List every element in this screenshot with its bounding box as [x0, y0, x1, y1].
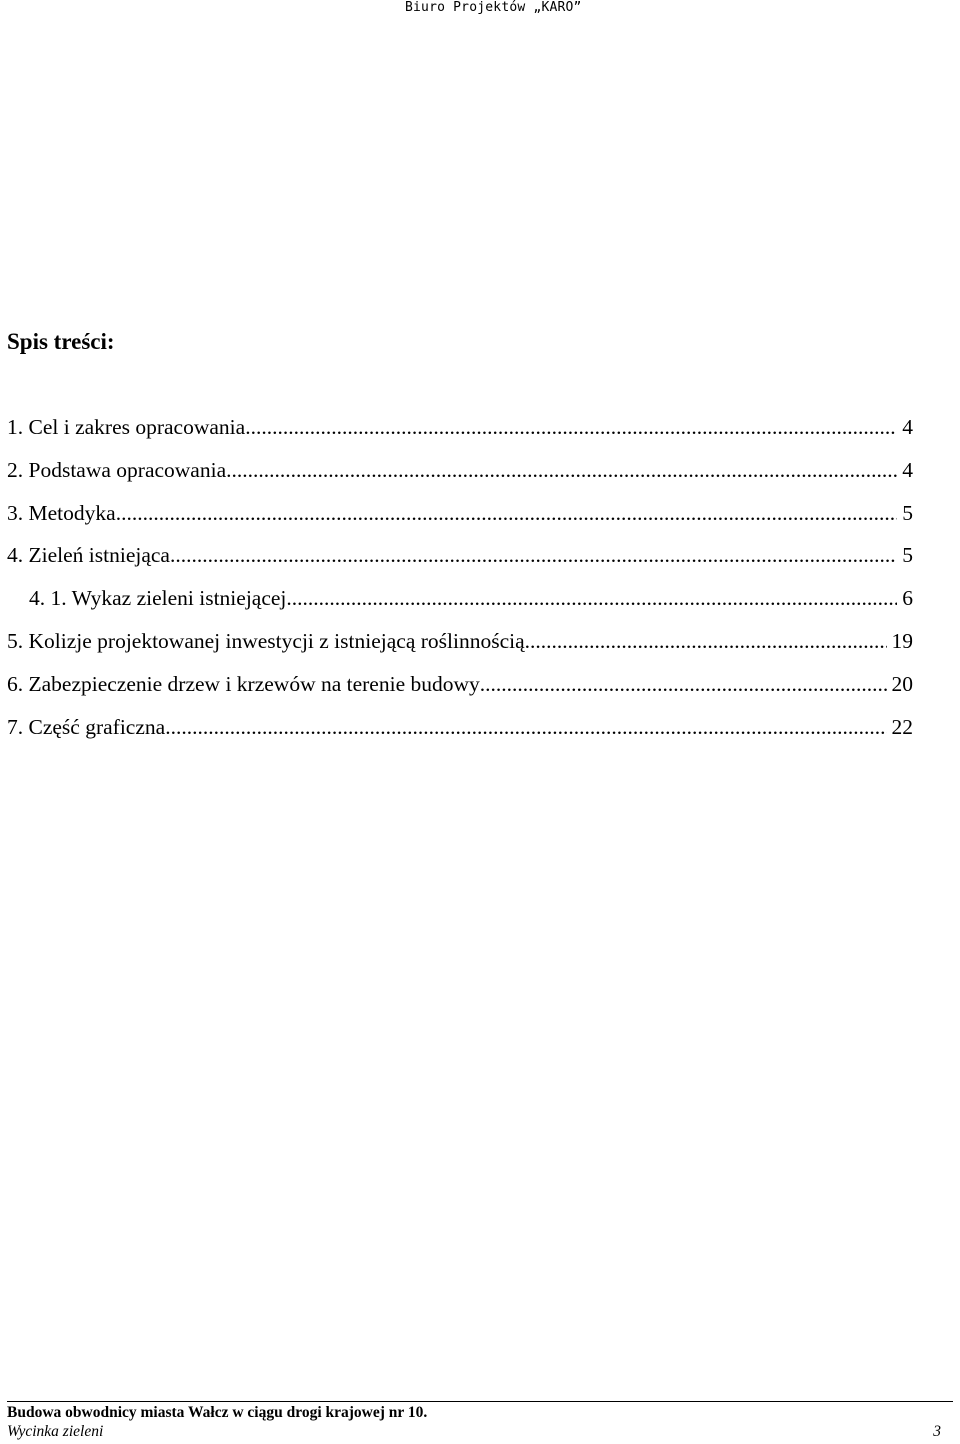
toc-entry-1[interactable] — [7, 412, 913, 455]
toc-entry-6[interactable] — [7, 669, 913, 712]
toc-entry-5[interactable] — [7, 626, 913, 669]
dot-leader — [165, 712, 886, 742]
toc-entry-page: 22 — [891, 714, 913, 739]
toc-entry-page: 19 — [891, 628, 913, 653]
toc-entry-page: 4 — [902, 415, 913, 439]
toc-entry-label: 5. Kolizje projektowanej inwestycji z istniejącą roślinnością — [7, 628, 525, 653]
footer-page-number: 3 — [933, 1423, 941, 1440]
dot-leader — [245, 412, 897, 442]
toc-entry-7[interactable] — [7, 712, 913, 755]
toc-entry-label: 1. Cel i zakres opracowania — [7, 415, 246, 439]
toc-entry-3[interactable] — [7, 498, 913, 541]
dot-leader — [480, 669, 887, 699]
toc-entry-page: 6 — [902, 586, 913, 611]
toc-entry-label: 4. Zieleń istniejąca — [7, 543, 170, 568]
footer-bar — [7, 1422, 941, 1442]
dot-leader — [116, 498, 898, 528]
dot-leader — [226, 455, 897, 485]
toc-entry-page: 20 — [891, 671, 913, 696]
dot-leader — [170, 540, 897, 570]
toc-entry-4[interactable] — [7, 540, 913, 583]
toc-title: Spis treści: — [7, 329, 115, 354]
page-header: Biuro Projektów „KARO” — [405, 0, 582, 15]
toc-entry-page: 5 — [902, 543, 913, 568]
footer-section-name: Wycinka zieleni — [7, 1423, 104, 1440]
dot-leader — [286, 583, 897, 613]
footer-divider — [7, 1401, 953, 1402]
toc-entry-2[interactable] — [7, 455, 913, 498]
toc-entry-label: 7. Część graficzna — [7, 714, 166, 739]
toc-entry-page: 5 — [902, 500, 913, 525]
footer-project-title: Budowa obwodnicy miasta Wałcz w ciągu drogi krajowej nr 10. — [7, 1404, 428, 1421]
dot-leader — [525, 626, 887, 656]
toc-entry-label: 3. Metodyka — [7, 500, 116, 525]
table-of-contents — [7, 412, 913, 754]
toc-entry-page: 4 — [902, 457, 913, 482]
toc-entry-label: 6. Zabezpieczenie drzew i krzewów na terenie budowy — [7, 671, 480, 696]
toc-entry-label: 4. 1. Wykaz zieleni istniejącej — [29, 586, 287, 611]
toc-entry-label: 2. Podstawa opracowania — [7, 457, 227, 482]
toc-entry-4-1[interactable] — [7, 583, 913, 626]
